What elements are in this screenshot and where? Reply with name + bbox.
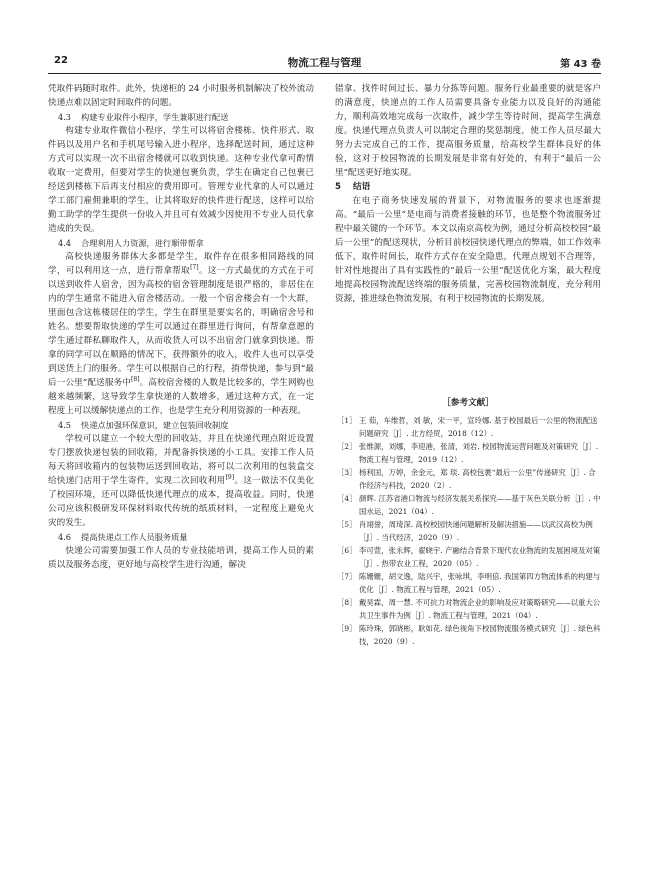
citation-marker: [8] xyxy=(131,376,140,384)
text-run: 。高校宿舍楼的人数是比较多的，学生网购也越来越频繁，这导致学生拿快递的人数增多，通过这种方式，在一定程度上可以缓解快递点的工作，也是学生充分利用资源的一种表现。 xyxy=(48,378,314,416)
reference-number: ［7］ xyxy=(337,572,357,581)
paragraph-4-6: 快递公司需要加强工作人员的专业技能培训，提高工作人员的素质以及服务态度，更好地与高校学生进行沟通，解决 xyxy=(48,546,314,570)
section-heading-5 xyxy=(335,180,601,194)
reference-item xyxy=(335,415,601,440)
reference-text: 张维源，刘娜，李迎港，张清，刘岩. 校园物流运营问题及对策研究［J］. 物流工程与管理，2019（12）. xyxy=(359,442,599,464)
reference-text: 王 茹，车维哲，刘 敏，宋一平，宣玲娜. 基于校园最后一公里的物流配送问题研究［J］. 北方经贸，2018（12）. xyxy=(359,416,598,438)
text-run: 。这一做法不仅美化了校园环境，还可以降低快递代理点的成本，提高收益。同时，快递公司应该积极研发环保材料取代传统的纸质材料，一定程度上避免火灾的发生。 xyxy=(48,476,314,528)
paragraph-4-5 xyxy=(48,432,314,530)
journal-title: 物流工程与管理 xyxy=(287,57,362,69)
citation-marker: [9] xyxy=(225,474,235,482)
page-number: 22 xyxy=(54,55,68,66)
reference-item xyxy=(335,545,601,570)
page-header xyxy=(48,55,601,71)
section-number: 4.4 xyxy=(58,238,72,248)
reference-item xyxy=(335,597,601,622)
reference-number: ［3］ xyxy=(337,468,357,477)
text-run: 。这一方式最优的方式在于可以送到收件人宿舍，因为高校的宿舍管理制度是很严格的，非居住在内的学生通常不能进入宿舍楼活动。一般一个宿舍楼会有一个大群，里面包含这栋楼居住的学生，学生在群里是要实名的，明确宿舍号和姓名。想要帮取快递的学生可以通过在群里进行询问，有帮拿意愿的学生通过群私聊取件人，从而收货人可以不出宿舍门就拿到快递。帮拿的同学可以在顺路的情况下，获得额外的收入，收件人也可以享受到送货上门的服务。学生可以根据自己的行程，捎带快递，参与到“最后一公里”配送服务中 xyxy=(48,266,314,388)
reference-text: 陈玲珠，郭晓彬，耿如花. 绿色视角下校园物流服务模式研究［J］. 绿色科技，2020（9）. xyxy=(359,624,601,646)
paragraph-4-3: 构建专业取件微信小程序，学生可以将宿舍楼栋、快件形式、取件码以及用户名和手机尾号输入进小程序，选择配送时间，通过这种方式可以实现一次不出宿舍楼就可以收到快递。这种专业代拿可酌情收取一定费用，但要对学生的快递包裹负责，学生在确定自己包裹已经送到楼栋下后再支付相应的费用即可。管理专业代拿的人可以通过学工部门雇佣兼职的学生，让其将取好的快件进行配送，这样可以给勤工助学的学生提供一份收入并且可有效减少因使用不专业人员代拿造成的失误。 xyxy=(48,126,314,234)
reference-text: 杨利国，万婷，余金元，郑 琰. 高校包裹“最后一公里”传递研究［J］. 合作经济与科技，2020（2）. xyxy=(359,468,596,490)
section-number: 4.3 xyxy=(58,112,72,122)
reference-number: ［6］ xyxy=(337,546,357,555)
section-number: 5 xyxy=(335,182,341,192)
reference-number: ［4］ xyxy=(337,494,357,503)
reference-item xyxy=(335,519,601,544)
reference-text: 颜辉. 江苏省港口物流与经济发展关系探究——基于灰色关联分析［J］. 中国水运，2021（04）. xyxy=(359,494,601,516)
references-title: ［参考文献］ xyxy=(442,398,494,408)
reference-number: ［9］ xyxy=(337,624,357,633)
reference-item xyxy=(335,441,601,466)
paragraph-4-4 xyxy=(48,250,314,418)
section-heading-4-6 xyxy=(48,530,314,544)
section-title: 结语 xyxy=(352,182,371,192)
section-title: 合理利用人力资源，进行顺带帮拿 xyxy=(81,238,204,248)
section-number: 4.6 xyxy=(58,532,72,542)
reference-list xyxy=(335,415,601,648)
reference-number: ［2］ xyxy=(337,442,357,451)
section-title: 快递点加强环保意识，建立包装回收制度 xyxy=(81,420,229,430)
reference-number: ［8］ xyxy=(337,598,357,607)
reference-text: 陈姗姗，胡文逸，陆兴宇，张咏琪，李明倍. 我国第四方物流体系的构建与优化［J］. 物流工程与管理，2021（05）. xyxy=(359,572,601,594)
section-heading-4-4 xyxy=(48,236,314,250)
section-heading-4-3 xyxy=(48,110,314,124)
volume-label: 第 43 卷 xyxy=(560,59,601,70)
section-heading-4-5 xyxy=(48,418,314,432)
section-title: 提高快递点工作人员服务质量 xyxy=(81,532,188,542)
reference-number: ［5］ xyxy=(337,520,357,529)
text-run: 学校可以建立一个较大型的回收站，并且在快递代理点附近设置专门摆放快递包装的回收箱，并配备拆快递的小工具。安排工作人员每天将回收箱内的包装物运送到回收站，将可以二次利用的包装盒交给快递门店用于学生寄件，实现二次回收利用 xyxy=(48,434,314,486)
reference-text: 李可萱，张永辉，翟晓宇. 产融结合背景下现代农业物流的发展困境及对策［J］. 热带农业工程，2020（05）. xyxy=(359,546,601,568)
section-number: 4.5 xyxy=(58,420,72,430)
header-rule xyxy=(48,73,601,74)
reference-item xyxy=(335,493,601,518)
reference-item xyxy=(335,571,601,596)
citation-marker: [7] xyxy=(190,264,199,272)
section-title: 构建专业取件小程序，学生兼职进行配送 xyxy=(81,112,229,122)
reference-number: ［1］ xyxy=(337,416,357,425)
text-run: 高校快递服务群体大多都是学生，取件存在很多相同路线的同学，可以利用这一点，进行帮拿帮取 xyxy=(48,252,314,276)
paragraph-conclusion: 在电子商务快速发展的背景下，对物流服务的要求也逐渐提高。“最后一公里”是电商与消费者接触的环节，也是整个物流服务过程中最关键的一个环节。本文以南京高校为例，通过分析高校校园“最后一公里”的配送现状，分析目前校园快递代理点的弊端，如工作效率低下，取件时间长，取件方式存在安全隐患，代理点规划不合理等，针对性地提出了具有实践性的“最后一公里”配送优化方案，最大程度地提高校园物流配送终端的服务质量，完善校园物流制度，充分利用资源，推进绿色物流发展，有利于校园物流的长期发展。 xyxy=(335,196,601,304)
reference-text: 肖翊誉，周琦深. 高校校园快递问题解析及解决措施——以武汉高校为例［J］. 当代经济，2020（9）. xyxy=(359,520,593,542)
references-section xyxy=(335,397,601,649)
paragraph-4-6-continued: 错拿、找件时间过长、暴力分拣等问题。服务行业最重要的就是客户的满意度，快递点的工作人员需要具备专业能力以及良好的沟通能力，顺利高效地完成每一次取件，减少学生等待时间，提高学生满意度。快递代理点负责人可以制定合理的奖惩制度，使工作人员尽最大努力去完成自己的工作，提高服务质量，给高校学生群体良好的体验，这对于校园物流的长期发展是非常有好处的，有利于“最后一公里”配送更好地实现。 xyxy=(335,84,601,178)
left-column xyxy=(48,82,314,852)
reference-item xyxy=(335,467,601,492)
paragraph-intro: 凭取件码随时取件。此外，快递柜的 24 小时服务机制解决了校外流动快递点难以固定时间取件的问题。 xyxy=(48,84,314,108)
reference-text: 戴昊霖，周一慧. 不可抗力对物流企业的影响及应对策略研究——以重大公共卫生事件为例［J］. 物流工程与管理，2021（04）. xyxy=(359,598,601,620)
reference-item xyxy=(335,623,601,648)
